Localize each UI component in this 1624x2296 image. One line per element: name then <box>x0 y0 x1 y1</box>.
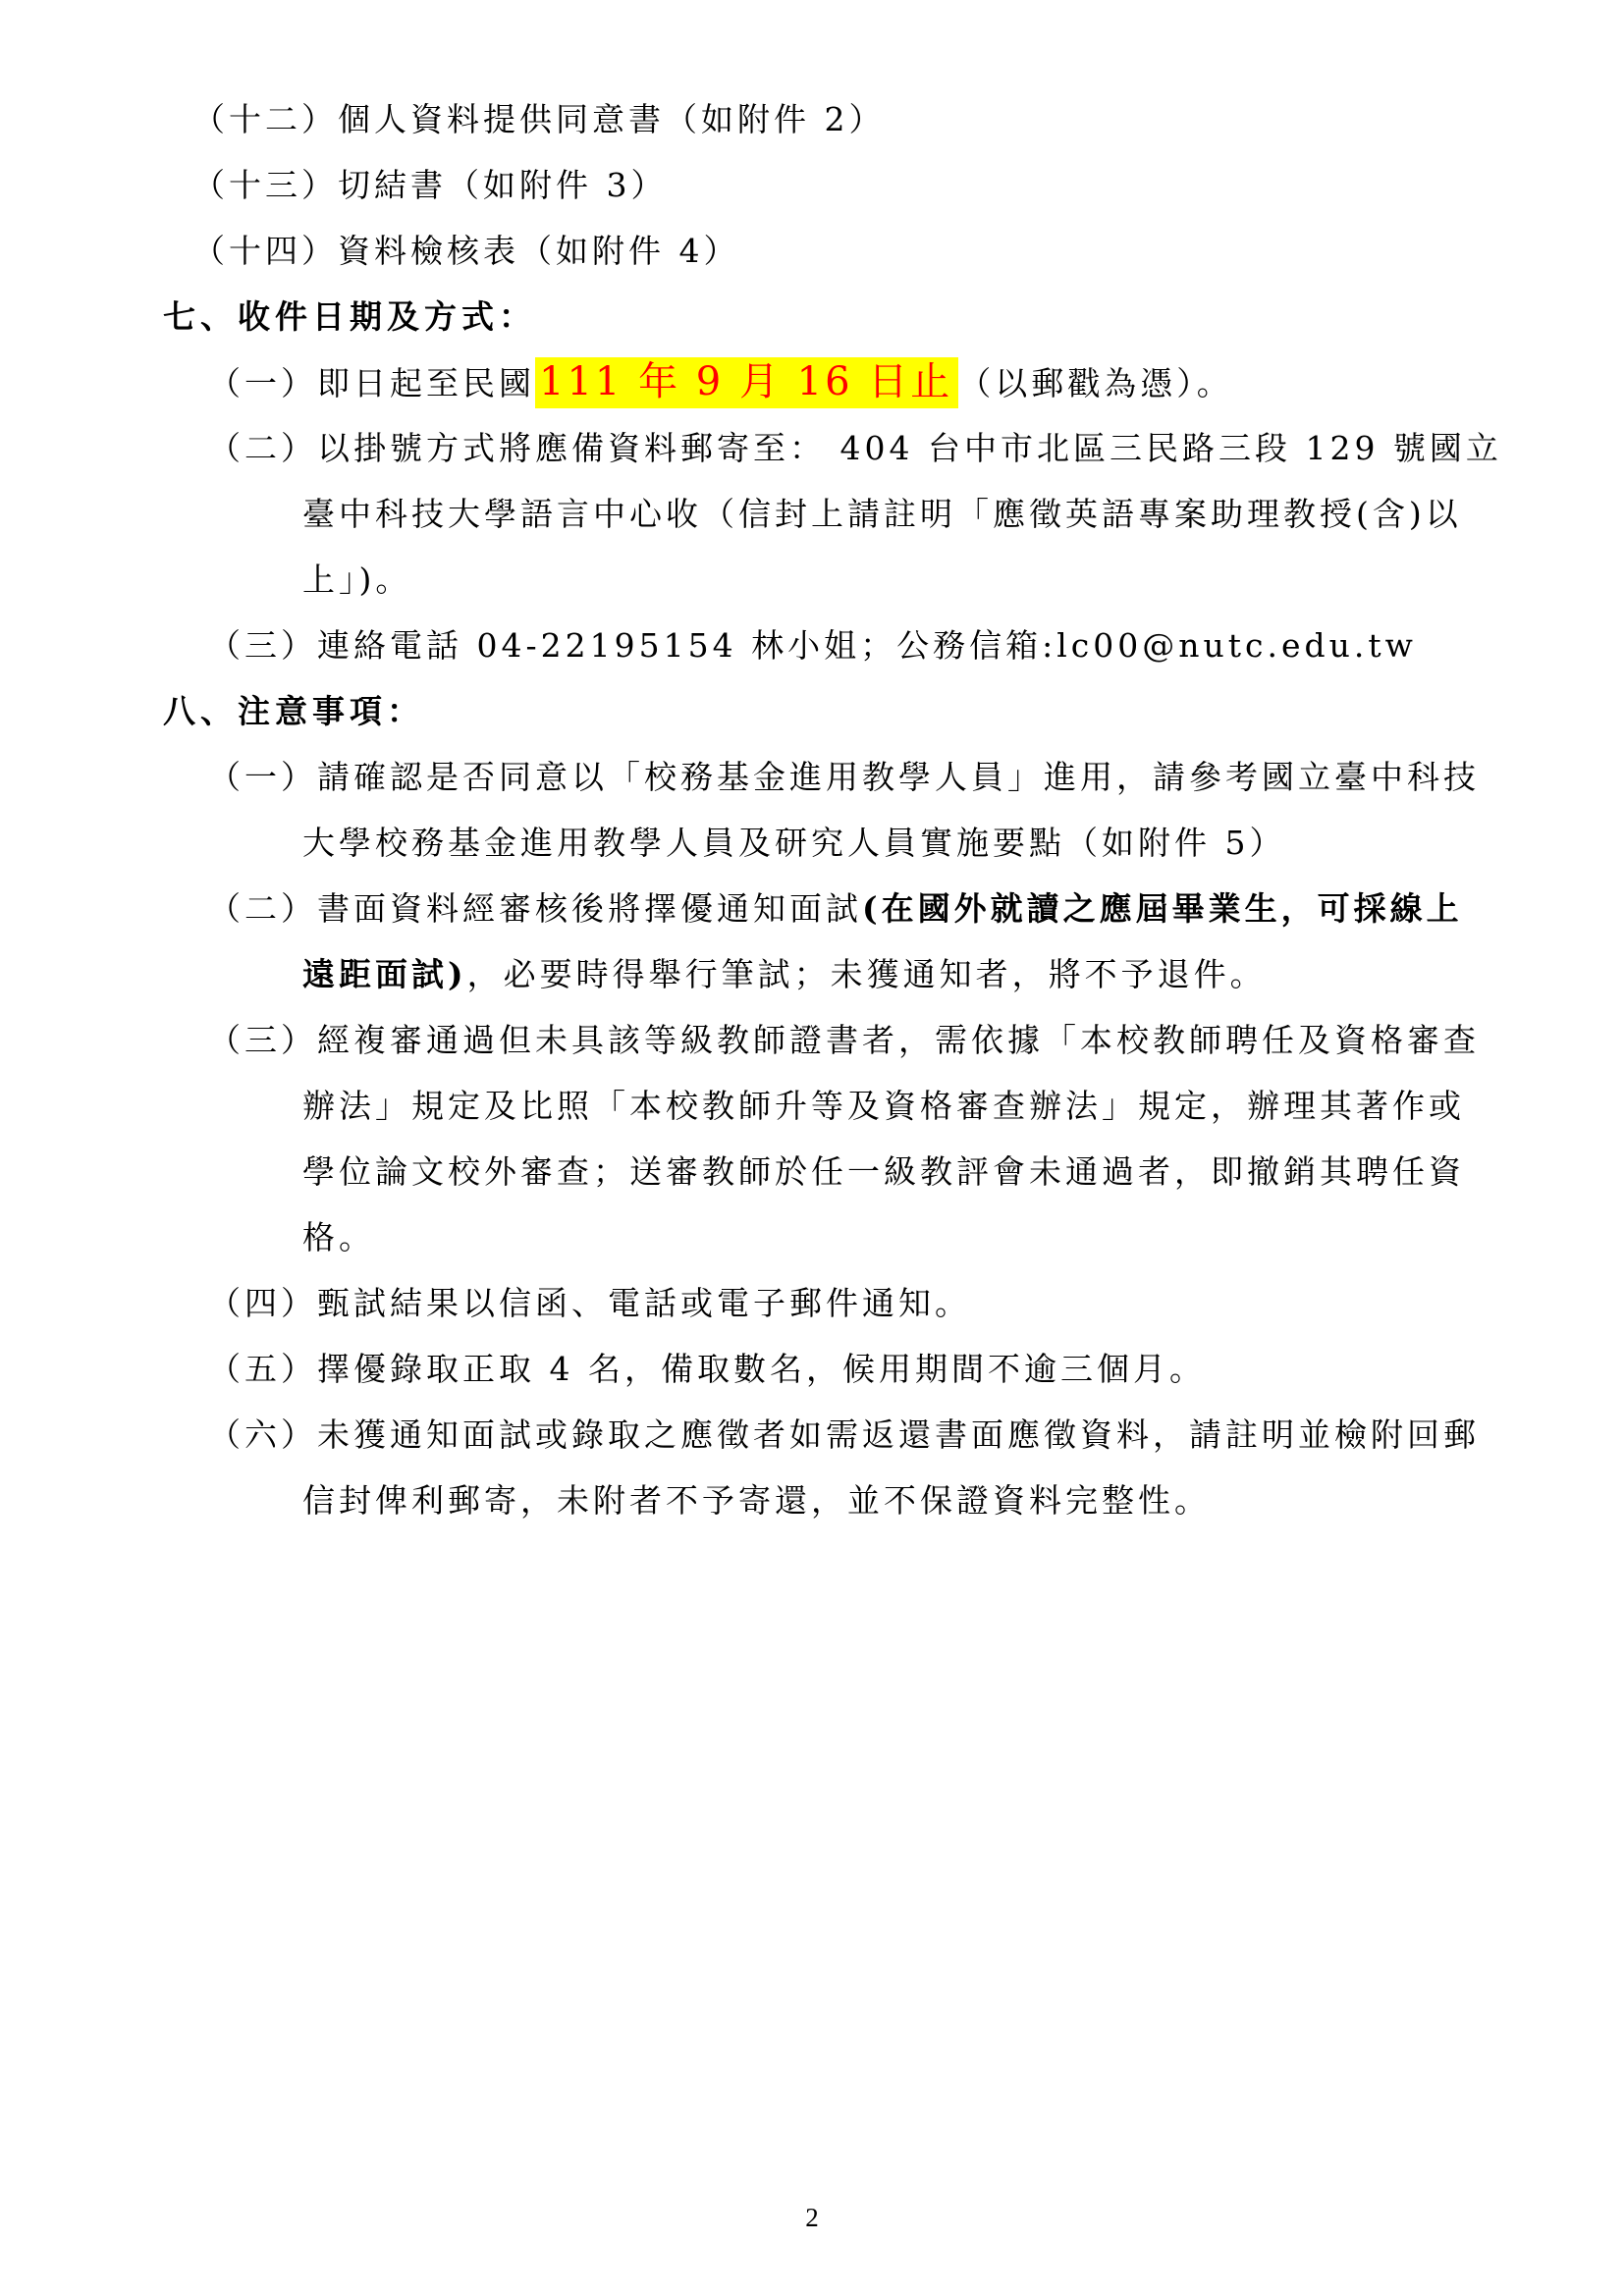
section-8-item-2-line-2 <box>302 953 1267 996</box>
section-8-item-5: （五）擇優錄取正取 4 名，備取數名，候用期間不逾三個月。 <box>208 1350 1206 1388</box>
page-number: 2 <box>805 2203 819 2232</box>
online-interview-note: (在國外就讀之應屆畢業生，可採線上 <box>862 889 1463 928</box>
postmark-note: （以郵戳為憑）。 <box>958 364 1233 402</box>
section-8-item-4: （四）甄試結果以信函、電話或電子郵件通知。 <box>208 1284 971 1322</box>
section-8-item-1-line-1: （一）請確認是否同意以「校務基金進用教學人員」進用，請參考國立臺中科技 <box>208 758 1480 796</box>
deadline-highlight: 111 年 9 月 16 日止 <box>535 357 958 408</box>
section-8-item-3-line-3: 學位論文校外審查；送審教師於任一級教評會未通過者，即撤銷其聘任資 <box>302 1152 1465 1191</box>
online-interview-note-end: 遠距面試) <box>302 955 467 993</box>
section-7-item-2-line-2: 臺中科技大學語言中心收（信封上請註明「應徵英語專案助理教授(含)以 <box>302 495 1462 533</box>
section-8-heading: 八、注意事項： <box>163 692 424 730</box>
attachment-item-13: （十三）切結書（如附件 3） <box>192 166 668 204</box>
section-8-item-3-line-4: 格。 <box>302 1218 375 1256</box>
attachment-item-12: （十二）個人資料提供同意書（如附件 2） <box>192 100 886 138</box>
section-8-item-2-line-1 <box>208 887 1463 931</box>
submission-period-text: （一）即日起至民國 <box>208 364 535 402</box>
section-8-item-3-line-2: 辦法」規定及比照「本校教師升等及資格審查辦法」規定，辦理其著作或 <box>302 1087 1465 1125</box>
section-7-item-3-contact: （三）連絡電話 04-22195154 林小姐；公務信箱:lc00@nutc.edu.tw <box>208 626 1417 665</box>
interview-notice-text: （二）書面資料經審核後將擇優通知面試 <box>208 889 862 928</box>
section-8-item-1-line-2: 大學校務基金進用教學人員及研究人員實施要點（如附件 5） <box>302 824 1286 862</box>
section-8-item-6-line-1: （六）未獲通知面試或錄取之應徵者如需返還書面應徵資料，請註明並檢附回郵 <box>208 1415 1480 1454</box>
section-7-item-1 <box>208 360 1233 405</box>
section-8-item-3-line-1: （三）經複審通過但未具該等級教師證書者，需依據「本校教師聘任及資格審查 <box>208 1021 1480 1059</box>
attachment-item-14: （十四）資料檢核表（如附件 4） <box>192 232 740 270</box>
section-7-item-2-line-3: 上」)。 <box>302 561 412 599</box>
section-8-item-6-line-2: 信封俾利郵寄，未附者不予寄還，並不保證資料完整性。 <box>302 1481 1211 1520</box>
section-7-item-2-line-1: （二）以掛號方式將應備資料郵寄至： 404 台中市北區三民路三段 129 號國立 <box>208 429 1502 467</box>
section-7-heading: 七、收件日期及方式： <box>163 297 536 336</box>
written-test-note: ，必要時得舉行筆試；未獲通知者，將不予退件。 <box>466 955 1267 993</box>
